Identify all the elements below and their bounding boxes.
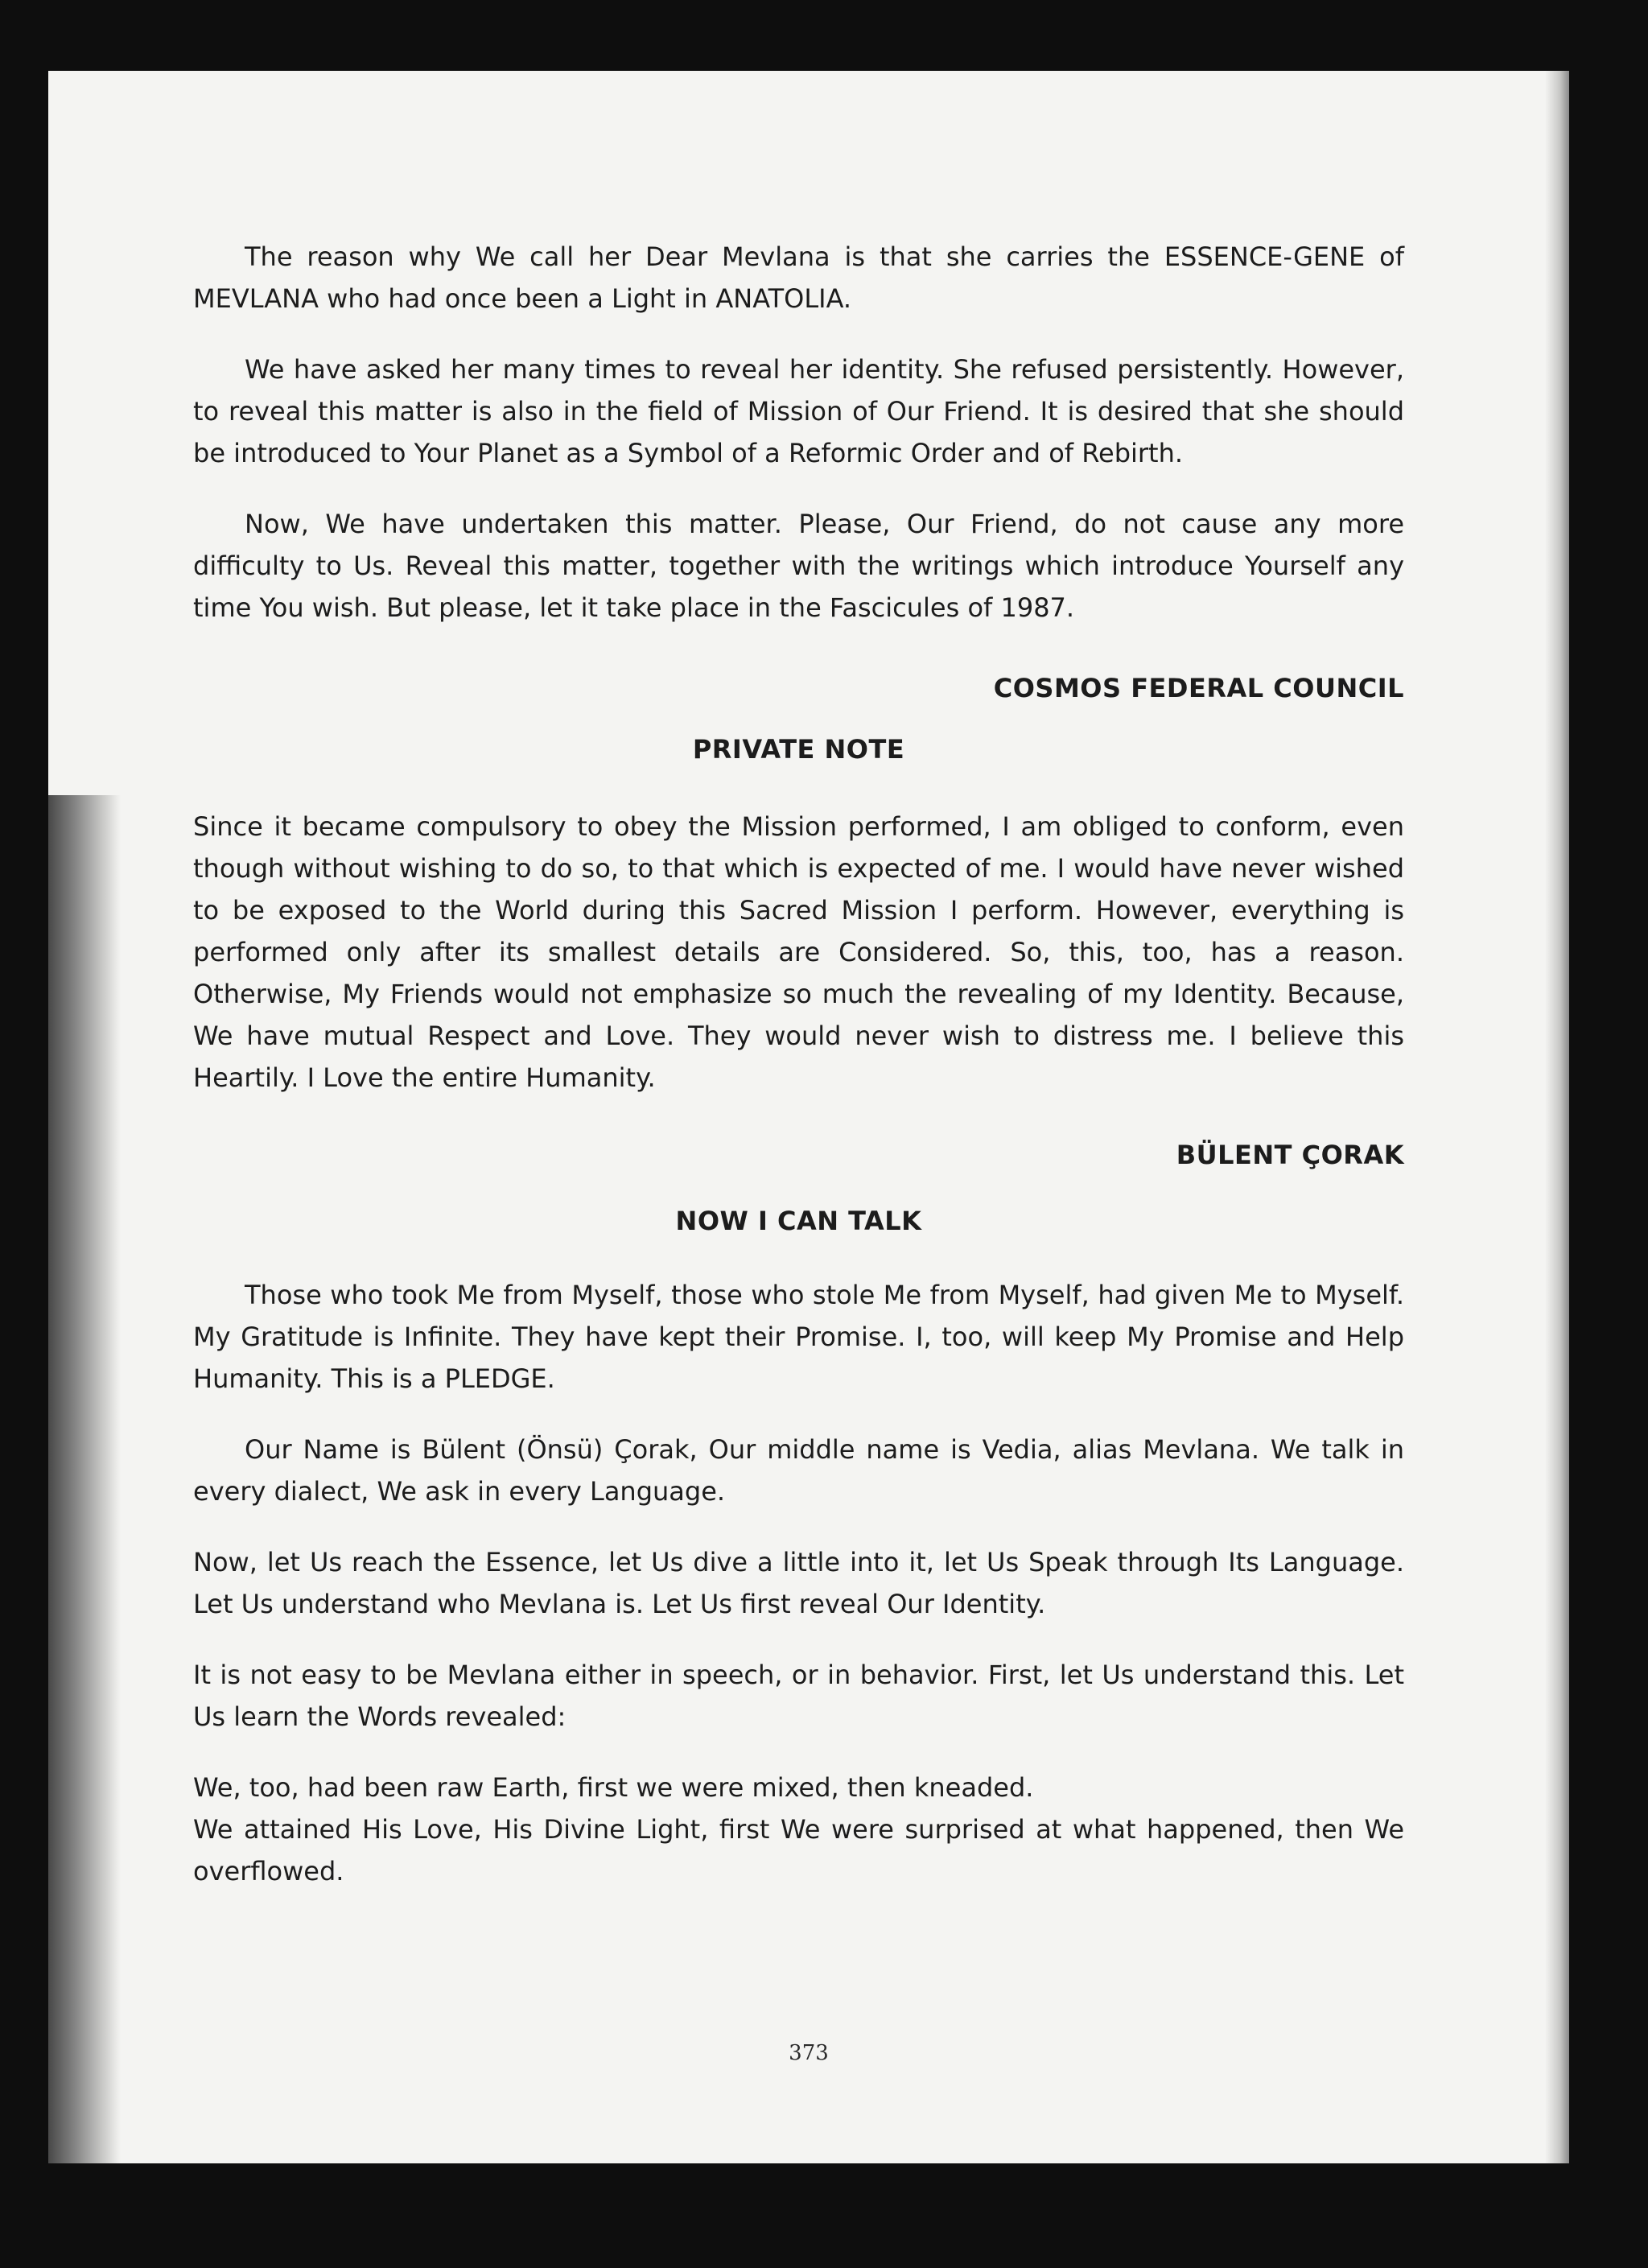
signature-cosmos-federal-council: COSMOS FEDERAL COUNCIL [993, 673, 1404, 703]
verse-line-2: We attained His Love, His Divine Light, first We were surprised at what happened, then We overflowed. [193, 1814, 1404, 1887]
page-number: 373 [789, 2041, 829, 2065]
paragraph-our-name: Our Name is Bülent (Önsü) Çorak, Our middle name is Vedia, alias Mevlana. We talk in every dialect, We ask in every Language. [193, 1434, 1404, 1507]
paragraph-identity-request: We have asked her many times to reveal her identity. She refused persistently. However, to reveal this matter is also in the field of Mission of Our Friend. It is desired that she should be introduced to Your Planet as a Symbol of a Reformic Order and of Rebirth. [193, 354, 1404, 468]
paragraph-private-note: Since it became compulsory to obey the Mission performed, I am obliged to conform, even though without wishing to do so, to that which is expected of me. I would have never wished to be exposed to the World during this Sacred Mission I perform. However, everything is performed only after its smallest details are Considered. So, this, too, has a reason. Otherwise, My Friends would not emphasize so much the revealing of my Identity. Because, We have mutual Respect and Love. They would never wish to distress me. I believe this Heartily. I Love the entire Humanity. [193, 811, 1404, 1093]
page-body [193, 236, 1404, 1892]
heading-now-i-can-talk: NOW I CAN TALK [675, 1206, 922, 1236]
paragraph-undertaken-matter: Now, We have undertaken this matter. Please, Our Friend, do not cause any more difficulty to Us. Reveal this matter, together with the writings which introduce Yourself any time You wish. But please, let it take place in the Fascicules of 1987. [193, 509, 1404, 623]
heading-private-note: PRIVATE NOTE [692, 734, 905, 765]
binding-shadow [48, 795, 121, 2163]
verse-line-1: We, too, had been raw Earth, first we were mixed, then kneaded. [193, 1772, 1034, 1803]
book-page [48, 71, 1569, 2163]
paragraph-essence-gene: The reason why We call her Dear Mevlana is that she carries the ESSENCE-GENE of MEVLANA who had once been a Light in ANATOLIA. [193, 241, 1404, 314]
page-edge-shadow [1545, 71, 1569, 2163]
signature-bulent-corak: BÜLENT ÇORAK [1176, 1140, 1404, 1170]
paragraph-not-easy: It is not easy to be Mevlana either in speech, or in behavior. First, let Us understand this. Let Us learn the Words revealed: [193, 1660, 1404, 1732]
paragraph-pledge: Those who took Me from Myself, those who stole Me from Myself, had given Me to Myself. My Gratitude is Infinite. They have kept their Promise. I, too, will keep My Promise and Help Humanity. This is a PLEDGE. [193, 1280, 1404, 1394]
paragraph-reach-essence: Now, let Us reach the Essence, let Us dive a little into it, let Us Speak through Its Language. Let Us understand who Mevlana is. Let Us first reveal Our Identity. [193, 1547, 1404, 1619]
